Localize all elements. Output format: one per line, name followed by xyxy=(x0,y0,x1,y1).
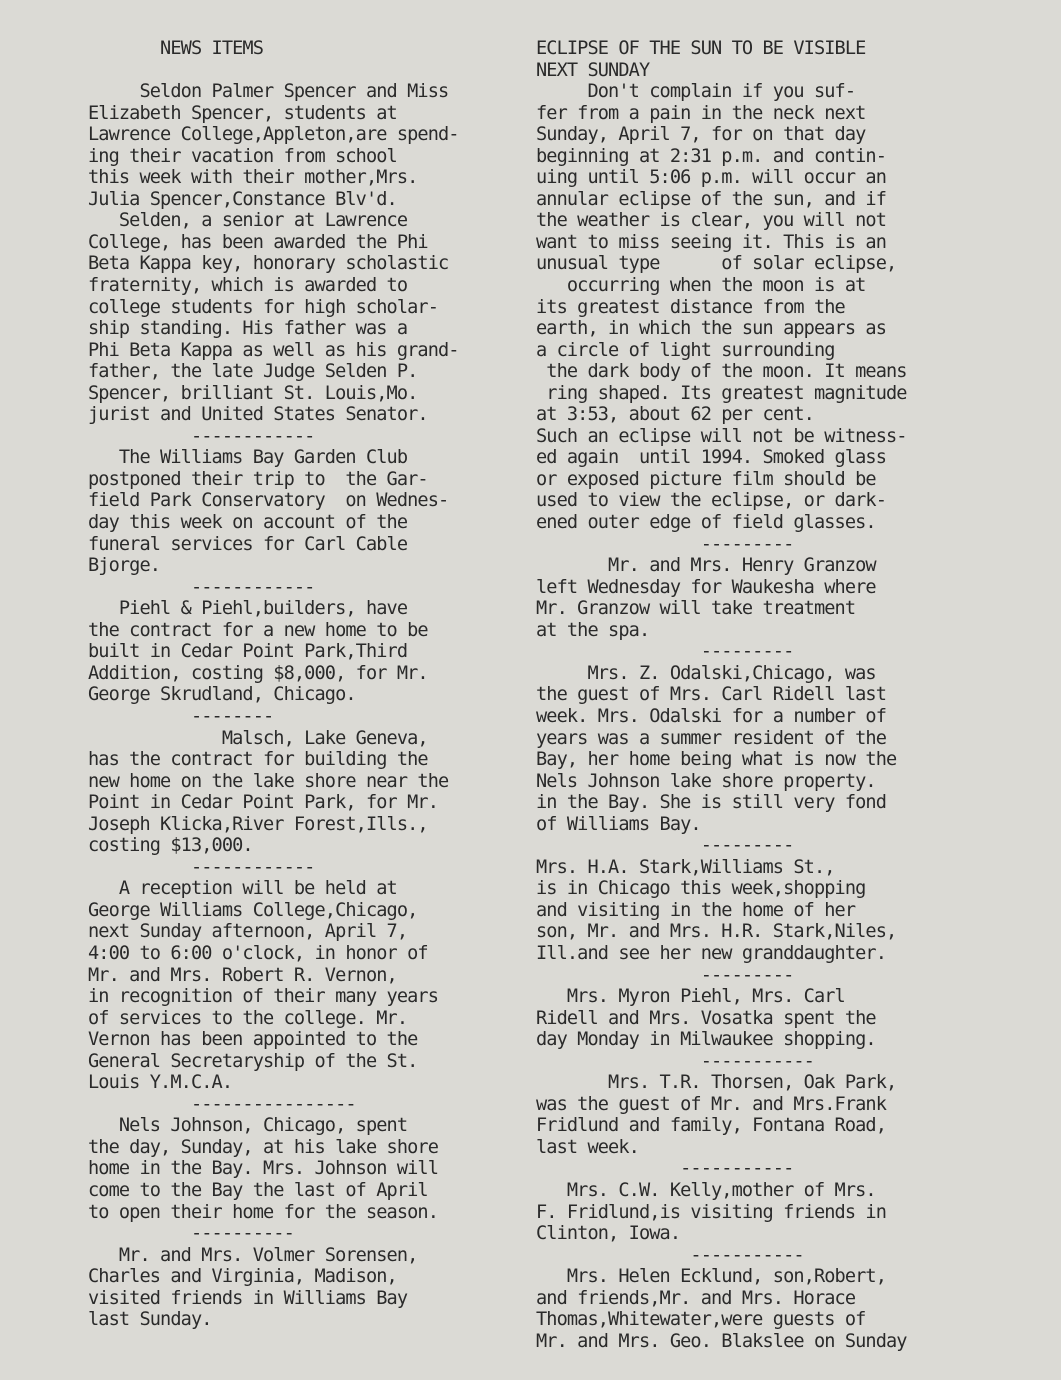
text-line: ed again until 1994. Smoked glass xyxy=(536,447,887,469)
text-line: Seldon Palmer Spencer and Miss xyxy=(88,81,449,103)
text-line: to open their home for the season. xyxy=(88,1201,439,1223)
text-line: Julia Spencer,Constance Blv'd. xyxy=(88,188,397,210)
text-line: ship standing. His father was a xyxy=(88,318,408,340)
text-line: uing until 5:06 p.m. will occur an xyxy=(536,167,887,189)
text-line: visited friends in Williams Bay xyxy=(88,1287,408,1309)
text-line: Malsch, Lake Geneva, xyxy=(88,727,428,749)
text-line: NEWS ITEMS xyxy=(88,38,264,59)
text-line xyxy=(88,60,528,82)
text-line: Louis Y.M.C.A. xyxy=(88,1072,233,1094)
text-line: Bay, her home being what is now the xyxy=(536,749,897,771)
text-line: has the contract for building the xyxy=(88,749,428,771)
separator-line: ------------ xyxy=(88,425,315,447)
separator-line: ----------- xyxy=(536,1158,794,1180)
text-line: Selden, a senior at Lawrence xyxy=(88,210,408,232)
text-line: College, has been awarded the Phi xyxy=(88,231,428,253)
text-line: jurist and United States Senator. xyxy=(88,404,428,426)
text-line: Charles and Virginia, Madison, xyxy=(88,1266,397,1288)
text-line: Thomas,Whitewater,were guests of xyxy=(536,1309,866,1331)
text-line: and visiting in the home of her xyxy=(536,899,856,921)
separator-line: --------- xyxy=(536,533,794,555)
text-line: the contract for a new home to be xyxy=(88,619,428,641)
text-line: Such an eclipse will not be witness- xyxy=(536,425,907,447)
separator-line: ------------ xyxy=(88,576,315,598)
text-line: field Park Conservatory on Wednes- xyxy=(88,490,449,512)
news-items-column xyxy=(88,38,528,1331)
text-line: built in Cedar Point Park,Third xyxy=(88,641,408,663)
separator-line: -------- xyxy=(88,705,274,727)
text-line: new home on the lake shore near the xyxy=(88,770,449,792)
text-line: NEXT SUNDAY xyxy=(536,59,650,81)
text-line: a circle of light surrounding xyxy=(536,339,835,361)
text-line: want to miss seeing it. This is an xyxy=(536,231,887,253)
text-line: Spencer, brilliant St. Louis,Mo. xyxy=(88,382,418,404)
text-line: Piehl & Piehl,builders, have xyxy=(88,598,408,620)
text-line: at 3:53, about 62 per cent. xyxy=(536,404,814,426)
text-line: the day, Sunday, at his lake shore xyxy=(88,1136,439,1158)
text-line: Mrs. Myron Piehl, Mrs. Carl xyxy=(536,986,845,1008)
text-line: Beta Kappa key, honorary scholastic xyxy=(88,253,449,275)
text-line: day Monday in Milwaukee shopping. xyxy=(536,1029,876,1051)
separator-line: ---------------- xyxy=(88,1093,356,1115)
separator-line: ---------- xyxy=(88,1223,294,1245)
text-line: ened outer edge of field glasses. xyxy=(536,512,876,534)
text-line: left Wednesday for Waukesha where xyxy=(536,576,876,598)
text-line: college students for high scholar- xyxy=(88,296,439,318)
text-line: the dark body of the moon. It means xyxy=(536,361,907,383)
text-line: Mrs. C.W. Kelly,mother of Mrs. xyxy=(536,1179,876,1201)
text-line: Mr. Granzow will take treatment xyxy=(536,598,856,620)
text-line: Mr. and Mrs. Volmer Sorensen, xyxy=(88,1244,418,1266)
separator-line: ----------- xyxy=(536,1244,804,1266)
text-line: or exposed picture film should be xyxy=(536,468,876,490)
text-line: Fridlund and family, Fontana Road, xyxy=(536,1115,887,1137)
text-line: Bjorge. xyxy=(88,555,161,577)
text-line: week. Mrs. Odalski for a number of xyxy=(536,705,887,727)
text-line: Mrs. Helen Ecklund, son,Robert, xyxy=(536,1266,887,1288)
separator-line: --------- xyxy=(536,835,794,857)
text-line: and friends,Mr. and Mrs. Horace xyxy=(536,1287,856,1309)
text-line: beginning at 2:31 p.m. and contin- xyxy=(536,145,887,167)
text-line: this week with their mother,Mrs. xyxy=(88,167,418,189)
text-line: General Secretaryship of the St. xyxy=(88,1050,418,1072)
text-line: the guest of Mrs. Carl Ridell last xyxy=(536,684,887,706)
text-line: Sunday, April 7, for on that day xyxy=(536,124,866,146)
text-line: 4:00 to 6:00 o'clock, in honor of xyxy=(88,942,428,964)
text-line: is in Chicago this week,shopping xyxy=(536,878,866,900)
text-line: last Sunday. xyxy=(88,1309,212,1331)
text-line: Mrs. Z. Odalski,Chicago, was xyxy=(536,662,876,684)
text-line: annular eclipse of the sun, and if xyxy=(536,188,887,210)
eclipse-column xyxy=(536,38,1006,1352)
text-line: in recognition of their many years xyxy=(88,986,439,1008)
text-line: come to the Bay the last of April xyxy=(88,1179,428,1201)
text-line: Addition, costing $8,000, for Mr. xyxy=(88,662,428,684)
text-line: Nels Johnson, Chicago, spent xyxy=(88,1115,408,1137)
text-line: postponed their trip to the Gar- xyxy=(88,468,428,490)
text-line: last week. xyxy=(536,1136,639,1158)
text-line: Mrs. T.R. Thorsen, Oak Park, xyxy=(536,1072,897,1094)
text-line: F. Fridlund,is visiting friends in xyxy=(536,1201,887,1223)
text-line: Mr. and Mrs. Geo. Blakslee on Sunday xyxy=(536,1330,907,1352)
text-line: fraternity, which is awarded to xyxy=(88,275,408,297)
text-line: earth, in which the sun appears as xyxy=(536,318,887,340)
text-line: Mr. and Mrs. Henry Granzow xyxy=(536,555,876,577)
text-line: years was a summer resident of the xyxy=(536,727,887,749)
text-line: ring shaped. Its greatest magnitude xyxy=(536,382,907,404)
text-line: George Williams College,Chicago, xyxy=(88,899,418,921)
separator-line: ----------- xyxy=(536,1050,814,1072)
text-line: son, Mr. and Mrs. H.R. Stark,Niles, xyxy=(536,921,897,943)
text-line: The Williams Bay Garden Club xyxy=(88,447,408,469)
text-line: of Williams Bay. xyxy=(536,813,701,835)
text-line: Point in Cedar Point Park, for Mr. xyxy=(88,792,439,814)
text-line: next Sunday afternoon, April 7, xyxy=(88,921,408,943)
text-line: costing $13,000. xyxy=(88,835,253,857)
text-line: funeral services for Carl Cable xyxy=(88,533,408,555)
text-line: Phi Beta Kappa as well as his grand- xyxy=(88,339,459,361)
text-line: was the guest of Mr. and Mrs.Frank xyxy=(536,1093,887,1115)
separator-line: --------- xyxy=(536,964,794,986)
text-line: Vernon has been appointed to the xyxy=(88,1029,418,1051)
text-line: of services to the college. Mr. xyxy=(88,1007,408,1029)
text-line: Ill.and see her new granddaughter. xyxy=(536,942,887,964)
text-line: fer from a pain in the neck next xyxy=(536,102,866,124)
text-line: occurring when the moon is at xyxy=(536,275,866,297)
text-line: A reception will be held at xyxy=(88,878,397,900)
text-line: unusual type of solar eclipse, xyxy=(536,253,897,275)
separator-line: --------- xyxy=(536,641,794,663)
text-line: Don't complain if you suf- xyxy=(536,81,856,103)
text-line: used to view the eclipse, or dark- xyxy=(536,490,887,512)
text-line: George Skrudland, Chicago. xyxy=(88,684,356,706)
text-line: Ridell and Mrs. Vosatka spent the xyxy=(536,1007,876,1029)
text-line: Clinton, Iowa. xyxy=(536,1223,681,1245)
text-line: home in the Bay. Mrs. Johnson will xyxy=(88,1158,439,1180)
text-line: in the Bay. She is still very fond xyxy=(536,792,887,814)
text-line: the weather is clear, you will not xyxy=(536,210,887,232)
text-line: its greatest distance from the xyxy=(536,296,845,318)
separator-line: ------------ xyxy=(88,856,315,878)
text-line: day this week on account of the xyxy=(88,512,408,534)
text-line: Mrs. H.A. Stark,Williams St., xyxy=(536,856,835,878)
text-line: Joseph Klicka,River Forest,Ills., xyxy=(88,813,428,835)
text-line: ing their vacation from school xyxy=(88,145,397,167)
text-line: at the spa. xyxy=(536,619,650,641)
text-line: ECLIPSE OF THE SUN TO BE VISIBLE xyxy=(536,38,866,59)
text-line: Mr. and Mrs. Robert R. Vernon, xyxy=(88,964,397,986)
text-line: Nels Johnson lake shore property. xyxy=(536,770,876,792)
text-line: Elizabeth Spencer, students at xyxy=(88,102,397,124)
text-line: father, the late Judge Selden P. xyxy=(88,361,418,383)
text-line: Lawrence College,Appleton,are spend- xyxy=(88,124,459,146)
